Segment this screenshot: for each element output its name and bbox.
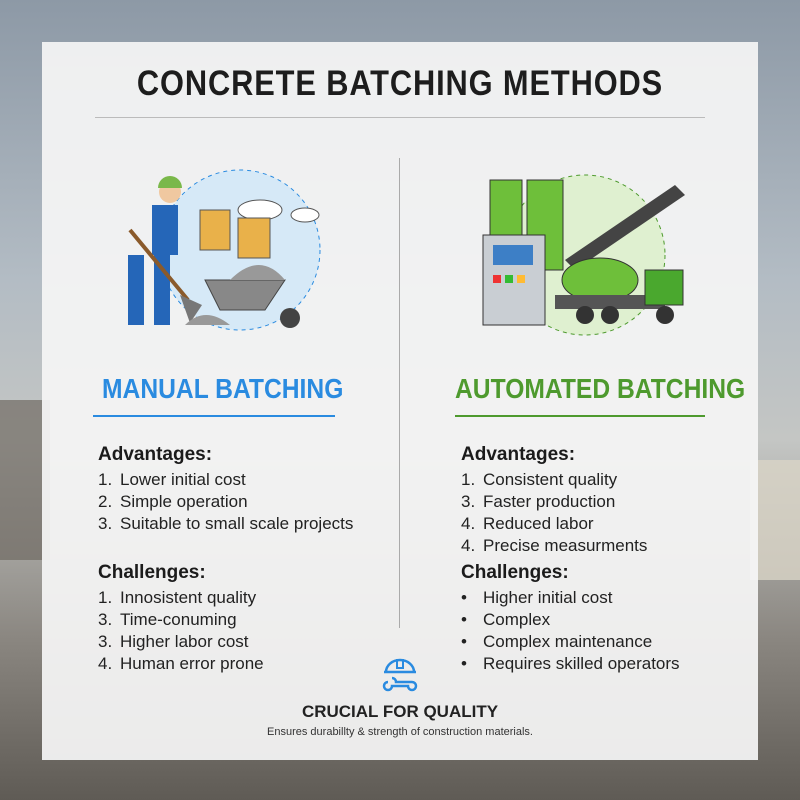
automated-plant-illustration	[475, 170, 700, 340]
challenges-label: Challenges:	[461, 562, 569, 583]
manual-worker-illustration	[110, 160, 330, 340]
title-divider	[95, 117, 705, 118]
automated-advantages	[461, 444, 647, 557]
list-item: 1. Lower initial cost	[98, 470, 246, 489]
automated-underline	[455, 415, 705, 417]
list-item: • Higher initial cost	[461, 588, 613, 607]
manual-underline	[93, 415, 335, 417]
list-item: 1. Innosistent quality	[98, 588, 257, 607]
automated-heading: AUTOMATED BATCHING	[455, 373, 746, 404]
list-item: 3. Suitable to small scale projects	[98, 514, 354, 533]
manual-heading: MANUAL BATCHING	[102, 373, 344, 404]
list-item: 4. Reduced labor	[461, 514, 594, 533]
list-item: • Requires skilled operators	[461, 654, 680, 673]
list-item: 4. Precise measurments	[461, 536, 648, 555]
footer-title: CRUCIAL FOR QUALITY	[301, 702, 499, 721]
page-title: CONCRETE BATCHING METHODS	[136, 64, 664, 103]
automated-challenges	[461, 562, 680, 675]
challenges-label: Challenges:	[98, 562, 206, 583]
list-item: 3. Faster production	[461, 492, 616, 511]
list-item: 4. Human error prone	[98, 654, 264, 673]
list-item: 3. Time-conuming	[98, 610, 237, 629]
footer-subtitle: Ensures durabillty & strength of construction materials.	[267, 726, 533, 738]
manual-challenges	[98, 562, 264, 675]
list-item: • Complex	[461, 610, 551, 629]
hardhat-wrench-icon	[382, 656, 418, 692]
column-divider	[399, 158, 400, 628]
list-item: • Complex maintenance	[461, 632, 653, 651]
list-item: 2. Simple operation	[98, 492, 248, 511]
list-item: 3. Higher labor cost	[98, 632, 249, 651]
advantages-label: Advantages:	[461, 444, 576, 465]
advantages-label: Advantages:	[98, 444, 213, 465]
list-item: 1. Consistent quality	[461, 470, 618, 489]
manual-advantages	[98, 444, 353, 535]
